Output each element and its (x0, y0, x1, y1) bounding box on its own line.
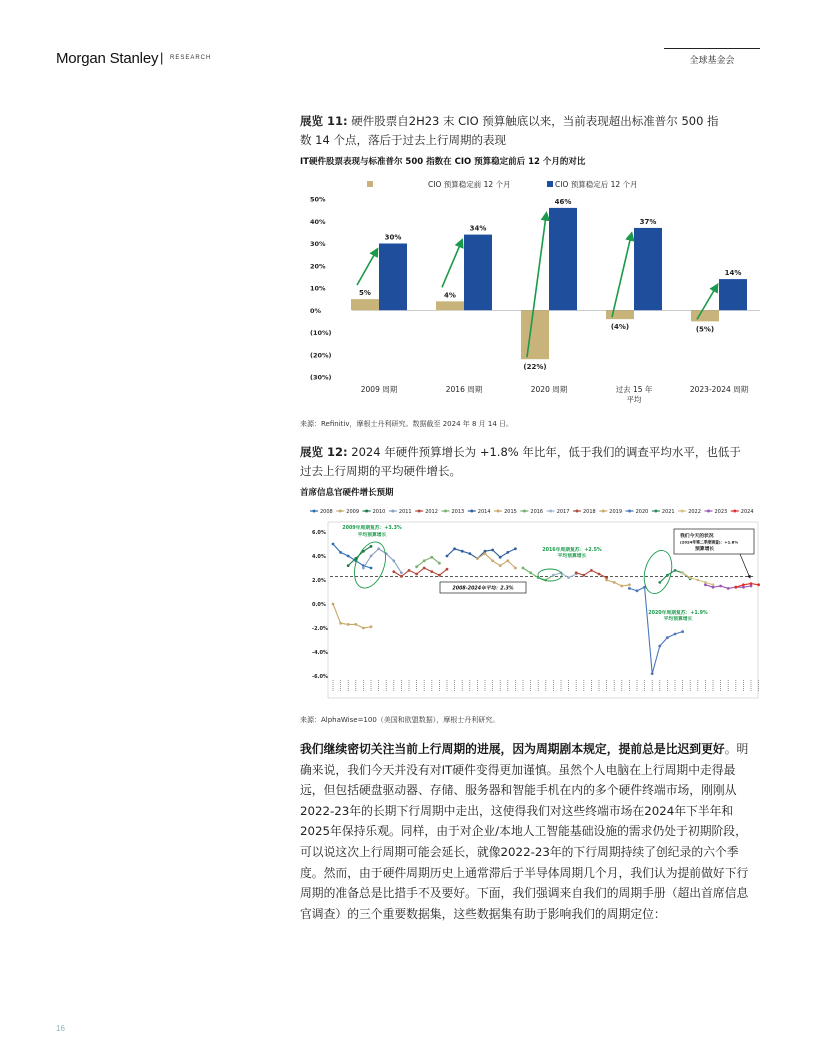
series-point-2014 (446, 555, 449, 558)
series-point-2015 (499, 564, 502, 567)
y-tick-label-2: 0.0% (312, 602, 326, 608)
series-point-2020 (628, 587, 631, 590)
legend-swatch-before (367, 181, 373, 187)
legend-dot-2020 (628, 510, 631, 513)
series-point-2017 (552, 574, 555, 577)
annotation-2016-line2: 平均预算增长 (557, 554, 587, 559)
y-tick-label-2: 4.0% (312, 554, 326, 560)
annotation-2009-line2: 平均预算增长 (357, 533, 387, 538)
series-point-2021 (658, 581, 661, 584)
bar-before-1 (436, 301, 464, 310)
chart-2-title: 首席信息官硬件增长预期 (300, 488, 394, 498)
series-point-2018 (605, 576, 608, 579)
series-point-2014 (484, 550, 487, 553)
y-tick-label: 0% (310, 306, 322, 315)
legend-label-2018: 2018 (583, 509, 596, 515)
line-chart (300, 500, 760, 705)
series-point-2009 (347, 623, 350, 626)
series-point-2019 (605, 579, 608, 582)
series-point-2010 (347, 564, 350, 567)
y-tick-label: (30%) (310, 373, 332, 382)
legend-label-2011: 2011 (398, 509, 412, 515)
series-point-2013 (423, 559, 426, 562)
legend-label-2021: 2021 (661, 509, 675, 515)
series-point-2012 (423, 567, 426, 570)
bar-after-0 (379, 244, 407, 311)
legend-label-2010: 2010 (372, 509, 386, 515)
legend-dot-2021 (654, 510, 657, 513)
annotation-2020-line1: 2020年周期复苏：+1.9% (648, 611, 708, 616)
legend-swatch-after (547, 181, 553, 187)
series-point-2018 (590, 569, 593, 572)
series-point-2016 (522, 567, 525, 570)
bar-before-0 (351, 299, 379, 310)
legend-label-2020: 2020 (635, 509, 649, 515)
series-point-2022 (704, 581, 707, 584)
bar-after-2 (549, 208, 577, 310)
y-tick-label: (10%) (310, 329, 332, 337)
series-line-2013 (417, 557, 440, 567)
chart-2-source: 来源：AlphaWise=100（美国和欧盟数据），摩根士丹利研究。 (300, 716, 500, 724)
bar-before-3 (606, 310, 634, 319)
series-point-2013 (430, 556, 433, 559)
header-separator: | (160, 50, 164, 65)
series-point-2023 (704, 583, 707, 586)
series-point-2018 (598, 573, 601, 576)
today-arrow (740, 554, 750, 578)
brand-logo: Morgan Stanley (56, 50, 159, 67)
legend-label-2015: 2015 (504, 509, 517, 515)
bar-before-label-0: 5% (359, 289, 371, 298)
header-rule (664, 48, 760, 49)
legend-label-2012: 2012 (425, 509, 438, 515)
series-point-2008 (347, 555, 350, 558)
series-point-2023 (727, 587, 730, 590)
trend-arrow-3 (612, 236, 631, 317)
series-point-2014 (499, 556, 502, 559)
bar-before-label-3: (4%) (610, 323, 630, 332)
series-point-2014 (461, 550, 464, 553)
exhibit-11-text-1: 硬件股票自2H23 末 CIO 预算触底以来，当前表现超出标准普尔 500 指 (351, 114, 719, 128)
series-point-2014 (514, 547, 517, 550)
legend-label-2009: 2009 (346, 509, 360, 515)
series-point-2008 (332, 543, 335, 546)
series-point-2010 (370, 545, 373, 548)
annotation-2016-line1: 2016年周期复苏：+2.5% (542, 548, 602, 553)
y-tick-label: 40% (310, 217, 326, 226)
series-point-2012 (392, 570, 395, 573)
series-point-2015 (484, 552, 487, 555)
series-point-2015 (514, 567, 517, 570)
x-category-label-3-b: 平均 (626, 395, 642, 404)
series-line-2017 (553, 573, 576, 578)
legend-dot-2011 (391, 510, 394, 513)
x-category-label-0: 2009 周期 (360, 385, 398, 394)
legend-dot-2009 (339, 510, 342, 513)
series-point-2014 (506, 551, 509, 554)
series-point-2022 (712, 583, 715, 586)
legend-dot-2024 (733, 510, 736, 513)
body-rest: 。明确来说，我们今天并没有对IT硬件变得更加谨慎。虽然个人电脑在上行周期中走得最远，但包括硬盘驱动器、存储、服务器和智能手机在内的多个硬件终端市场，刚刚从2022-23年的长期下行周期中走出，这使得我们对这些终端市场在2024年下半年和2025年保持乐观。同样，由于对企业/本地人工智能基础设施的需求仍处于初期阶段，可以说这次上行周期可能会延长，就像2022-23年的下行周期持续了创纪录的六个季度。然而，由于硬件周期历史上通常滞后于半导体周期几个月，我们认为提前做好下行周期的准备总是比措手不及要好。下面，我们强调来自我们的周期手册（超出首席信息官调查）的三个重要数据集，这些数据集有助于影响我们的周期定位： (300, 742, 749, 921)
bar-after-label-0: 30% (384, 233, 402, 242)
legend-label-2016: 2016 (530, 509, 544, 515)
series-point-2012 (415, 573, 418, 576)
exhibit-12-label: 展览 12: (300, 445, 348, 459)
series-point-2022 (689, 576, 692, 579)
series-point-2012 (430, 570, 433, 573)
annotation-2020-line2: 平均预算增长 (663, 617, 693, 622)
y-tick-label-2: -6.0% (312, 674, 328, 680)
exhibit-11-text-2: 数 14 个点，落后于过去上行周期的表现 (300, 133, 506, 147)
series-point-2011 (370, 555, 373, 558)
exhibit-11-title (300, 112, 745, 150)
exhibit-12-text-1: 2024 年硬件预算增长为 +1.8% 年比年，低于我们的调查平均水平，也低于 (351, 445, 741, 459)
series-point-2009 (339, 622, 342, 625)
trend-arrow-0 (357, 252, 376, 286)
legend-dot-2010 (365, 510, 368, 513)
series-point-2020 (651, 672, 654, 675)
y-tick-label: 30% (310, 240, 326, 248)
series-point-2014 (453, 547, 456, 550)
bar-after-label-3: 37% (639, 217, 657, 226)
trend-arrow-1 (442, 243, 461, 288)
exhibit-11-label: 展览 11: (300, 114, 348, 128)
bar-before-label-1: 4% (444, 291, 456, 300)
series-point-2024 (742, 583, 745, 586)
header-right-label: 全球基金会 (689, 56, 735, 66)
series-point-2020 (681, 630, 684, 633)
chart-1-title: IT硬件股票表现与标准普尔 500 指数在 CIO 预算稳定前后 12 个月的对比 (300, 157, 586, 167)
body-bold-lead: 我们继续密切关注当前上行周期的进展，因为周期剧本规定，提前总是比迟到更好 (300, 742, 725, 756)
series-point-2020 (636, 589, 639, 592)
series-point-2011 (400, 571, 403, 574)
series-point-2009 (370, 625, 373, 628)
legend-dot-2016 (523, 510, 526, 513)
series-point-2011 (392, 559, 395, 562)
y-tick-label-2: -4.0% (312, 650, 328, 656)
average-label: 2008-2024年平均：2.3% (452, 586, 514, 592)
legend-label-before: CIO 预算稳定前 12 个月 (428, 180, 511, 189)
series-point-2021 (674, 569, 677, 572)
legend-label-2017: 2017 (556, 509, 570, 515)
legend-dot-2019 (602, 510, 605, 513)
legend-label-2008: 2008 (320, 509, 333, 515)
legend-dot-2012 (418, 510, 421, 513)
exhibit-12-text-2: 过去上行周期的平均硬件增长。 (300, 464, 461, 478)
series-point-2012 (446, 568, 449, 571)
series-point-2013 (415, 565, 418, 568)
y-tick-label: (20%) (310, 351, 332, 360)
bar-after-1 (464, 235, 492, 311)
series-point-2013 (438, 562, 441, 565)
series-point-2020 (658, 645, 661, 648)
series-point-2023 (712, 586, 715, 589)
header-section: RESEARCH (170, 55, 212, 61)
bar-after-4 (719, 279, 747, 310)
today-line3: 预算增长 (695, 547, 715, 552)
series-point-2016 (529, 571, 532, 574)
y-tick-label-2: 2.0% (312, 578, 326, 584)
legend-label-2023: 2023 (714, 509, 728, 515)
series-point-2020 (674, 633, 677, 636)
series-line-2019 (607, 580, 630, 586)
bar-after-label-4: 14% (724, 269, 742, 278)
series-point-2024 (734, 586, 737, 589)
series-point-2014 (491, 549, 494, 552)
series-point-2009 (362, 627, 365, 630)
bar-before-2 (521, 310, 549, 359)
series-point-2021 (666, 574, 669, 577)
series-line-2009 (333, 604, 371, 628)
series-point-2023 (719, 585, 722, 588)
legend-label-2022: 2022 (688, 509, 701, 515)
series-point-2020 (666, 636, 669, 639)
legend-dot-2023 (707, 510, 710, 513)
series-line-2020 (629, 587, 682, 673)
legend-dot-2015 (497, 510, 500, 513)
chart-1-source: 来源：Refinitiv，摩根士丹利研究。数据截至 2024 年 8 月 14 日。 (300, 420, 514, 428)
series-point-2008 (339, 551, 342, 554)
series-point-2015 (476, 557, 479, 560)
legend-dot-2022 (681, 510, 684, 513)
series-point-2011 (377, 547, 380, 550)
bar-before-4 (691, 310, 719, 321)
series-line-2014 (447, 549, 515, 559)
legend-label-2024: 2024 (740, 509, 754, 515)
series-point-2024 (757, 583, 760, 586)
series-point-2022 (696, 579, 699, 582)
legend-dot-2013 (444, 510, 447, 513)
y-tick-label: 10% (310, 284, 326, 293)
legend-dot-2017 (549, 510, 552, 513)
bar-before-label-2: (22%) (523, 363, 547, 372)
series-point-2008 (370, 567, 373, 570)
series-point-2009 (332, 603, 335, 606)
x-category-label-4: 2023-2024 周期 (689, 385, 749, 394)
annotation-2009-line1: 2009年周期复苏：+3.3% (342, 526, 402, 531)
series-point-2019 (620, 585, 623, 588)
y-tick-label: 20% (310, 262, 326, 271)
legend-dot-2014 (470, 510, 473, 513)
series-point-2012 (408, 569, 411, 572)
bar-after-label-2: 46% (554, 197, 572, 206)
legend-label-2019: 2019 (609, 509, 623, 515)
series-point-2022 (681, 571, 684, 574)
y-tick-label-2: -2.0% (312, 626, 328, 632)
series-point-2012 (438, 574, 441, 577)
body-paragraph (300, 739, 750, 924)
bar-after-3 (634, 228, 662, 310)
legend-dot-2008 (313, 510, 316, 513)
bar-after-label-1: 34% (469, 224, 487, 233)
series-point-2023 (742, 586, 745, 589)
series-point-2009 (354, 623, 357, 626)
series-point-2019 (628, 583, 631, 586)
series-line-2011 (363, 549, 401, 573)
series-point-2018 (575, 571, 578, 574)
series-point-2017 (567, 576, 570, 579)
y-tick-label: 50% (310, 195, 326, 204)
series-line-2015 (477, 554, 515, 568)
today-line2: (2024年第二季度调查)：+1.8% (680, 539, 739, 545)
series-point-2023 (750, 585, 753, 588)
series-point-2014 (468, 552, 471, 555)
series-point-2019 (613, 581, 616, 584)
y-tick-label-2: 6.0% (312, 530, 326, 536)
annotation-2016-ellipse (538, 569, 562, 581)
series-point-2015 (491, 559, 494, 562)
today-line1: 我们今天的状况 (680, 534, 714, 539)
series-point-2018 (582, 574, 585, 577)
x-category-label-3: 过去 15 年 (615, 385, 653, 394)
x-category-label-2: 2020 周期 (530, 385, 568, 394)
bar-chart (300, 170, 760, 410)
exhibit-12-title (300, 443, 745, 481)
legend-label-2014: 2014 (477, 509, 491, 515)
legend-label-2013: 2013 (451, 509, 465, 515)
legend-dot-2018 (576, 510, 579, 513)
page-number: 16 (56, 1024, 65, 1033)
series-point-2024 (750, 582, 753, 585)
bar-before-label-4: (5%) (695, 325, 715, 334)
x-category-label-1: 2016 周期 (445, 385, 483, 394)
legend-label-after: CIO 预算稳定后 12 个月 (555, 180, 638, 189)
series-point-2012 (400, 575, 403, 578)
series-point-2011 (362, 567, 365, 570)
series-point-2015 (506, 559, 509, 562)
